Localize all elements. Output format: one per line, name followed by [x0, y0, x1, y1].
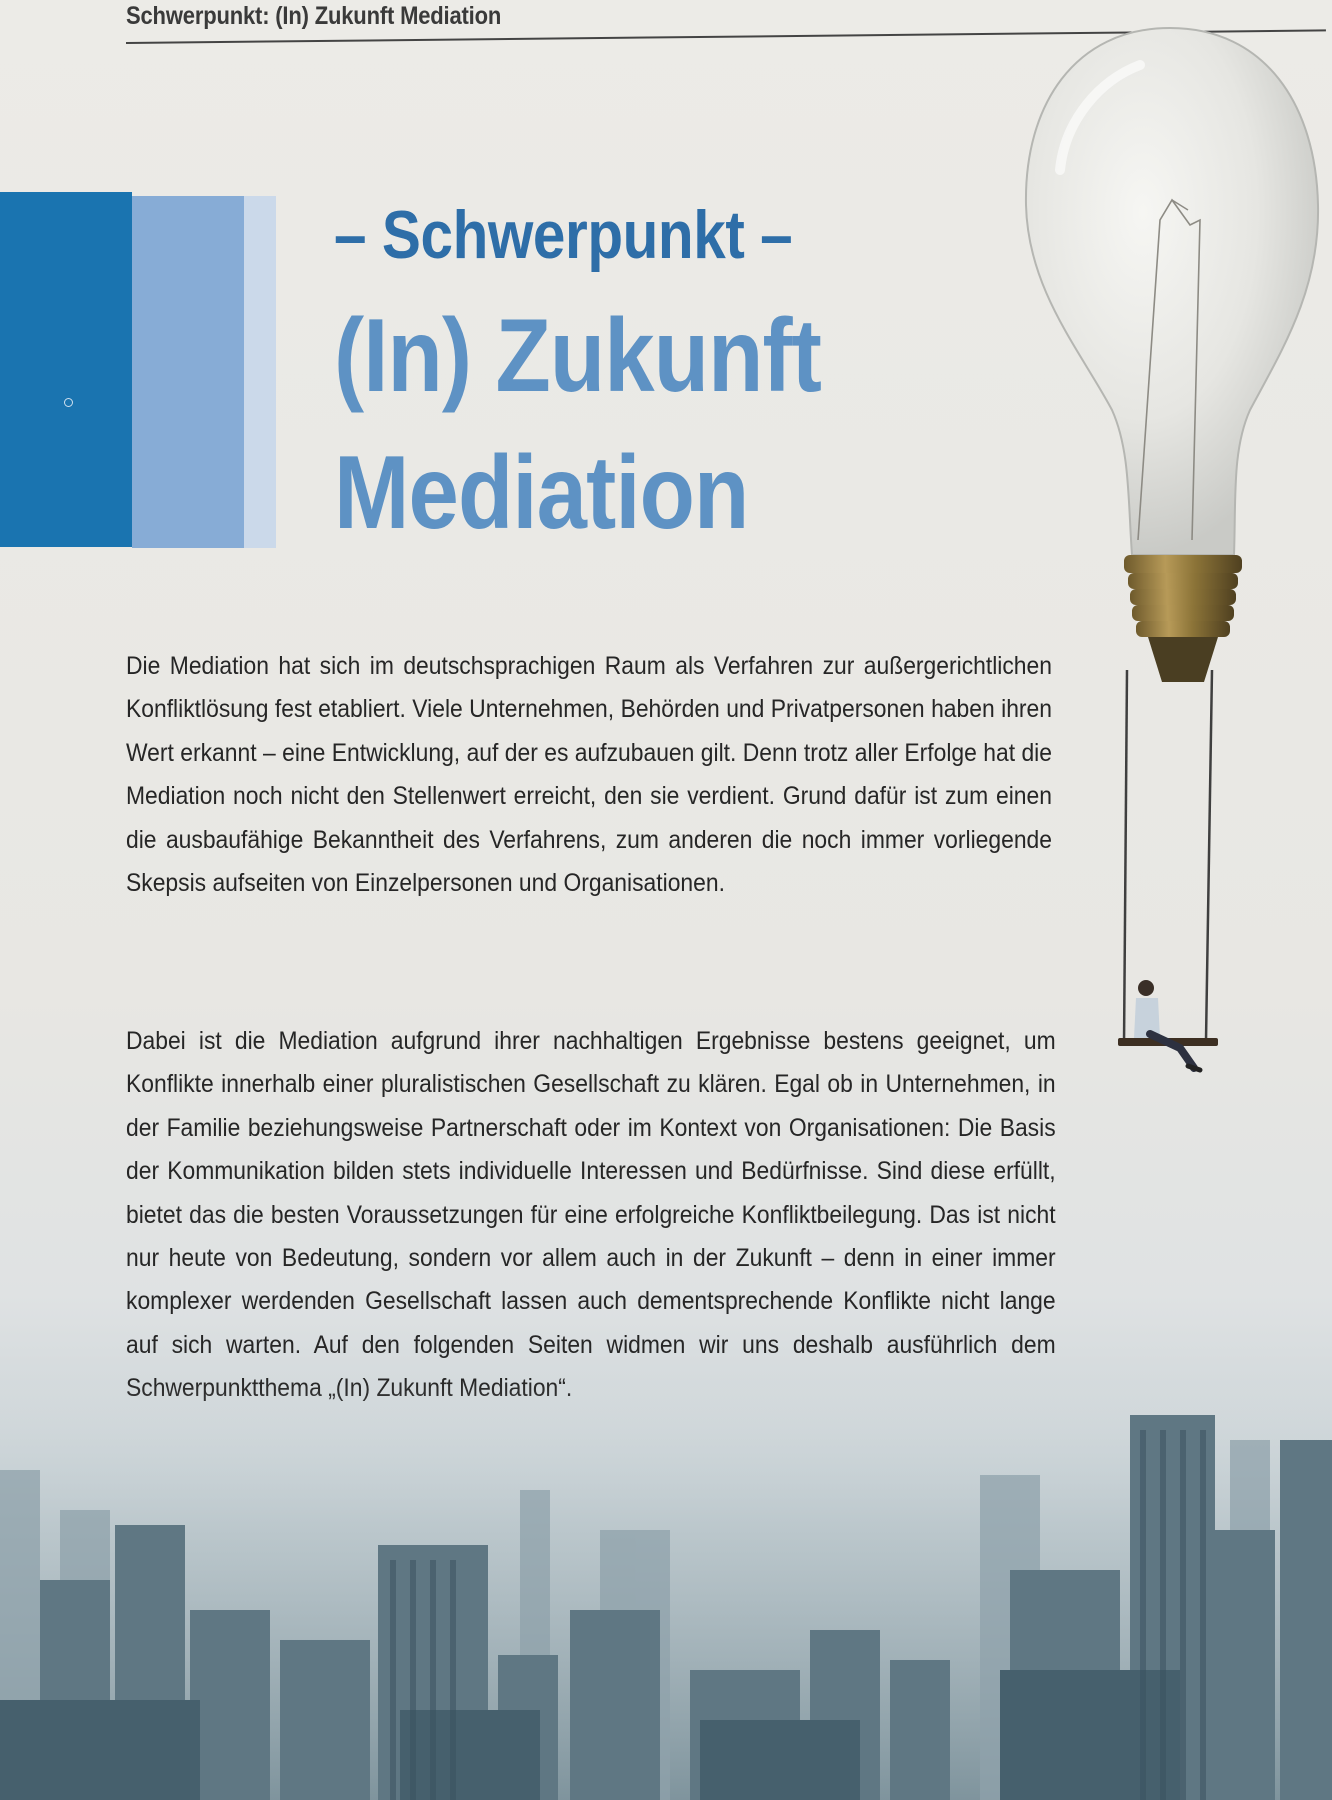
- body-paragraph-1: [126, 645, 1052, 905]
- accent-block-dark: [0, 192, 132, 547]
- accent-block-mid: [132, 196, 244, 548]
- paragraph-text: Die Mediation hat sich im deutschsprachigen Raum als Verfahren zur außergerichtlichen Konfliktlösung fest etabliert. Viele Unternehmen, Behörden und Privatpersonen haben ihren Wert erkannt – eine Entwicklung, auf der es aufzubauen gilt. Denn trotz aller Erfolge hat die Mediation noch nicht den Stellenwert erreicht, den sie verdient. Grund dafür ist zum einen die ausbaufähige Bekanntheit des Verfahrens, zum anderen die noch immer vorliegende Skepsis aufseiten von Einzelpersonen und Organisationen.: [126, 652, 1052, 898]
- lightbulb-swing-icon: [1020, 20, 1320, 1080]
- paragraph-text: Dabei ist die Mediation aufgrund ihrer nachhaltigen Ergebnisse bestens geeignet, um Konflikte innerhalb einer pluralistischen Gesellschaft zu klären. Egal ob in Unternehmen, in der Familie beziehungsweise Partnerschaft oder im Kontext von Organisationen: Die Basis der Kommunikation bilden stets individuelle Interessen und Bedürfnisse. Sind diese erfüllt, bietet das die besten Voraussetzungen für eine erfolgreiche Konfliktbeilegung. Das ist nicht nur heute von Bedeutung, sondern vor allem auch in der Zukunft – denn in einer immer komplexer werdenden Gesellschaft lassen auch dementsprechende Konflikte nicht lange auf sich warten. Auf den folgenden Seiten widmen wir uns deshalb ausführlich dem: [126, 1027, 1056, 1359]
- accent-dot: [64, 398, 73, 407]
- headline-kicker: – Schwerpunkt –: [334, 197, 793, 273]
- section-header-label: Schwerpunkt: (In) Zukunft Mediation: [126, 2, 502, 30]
- headline-title-line-2: Mediation: [334, 435, 749, 551]
- headline-title-line-1: (In) Zukunft: [334, 298, 822, 414]
- city-skyline-icon: [0, 1380, 1332, 1800]
- body-paragraph-2: [126, 1020, 1056, 1411]
- accent-block-light: [244, 196, 276, 548]
